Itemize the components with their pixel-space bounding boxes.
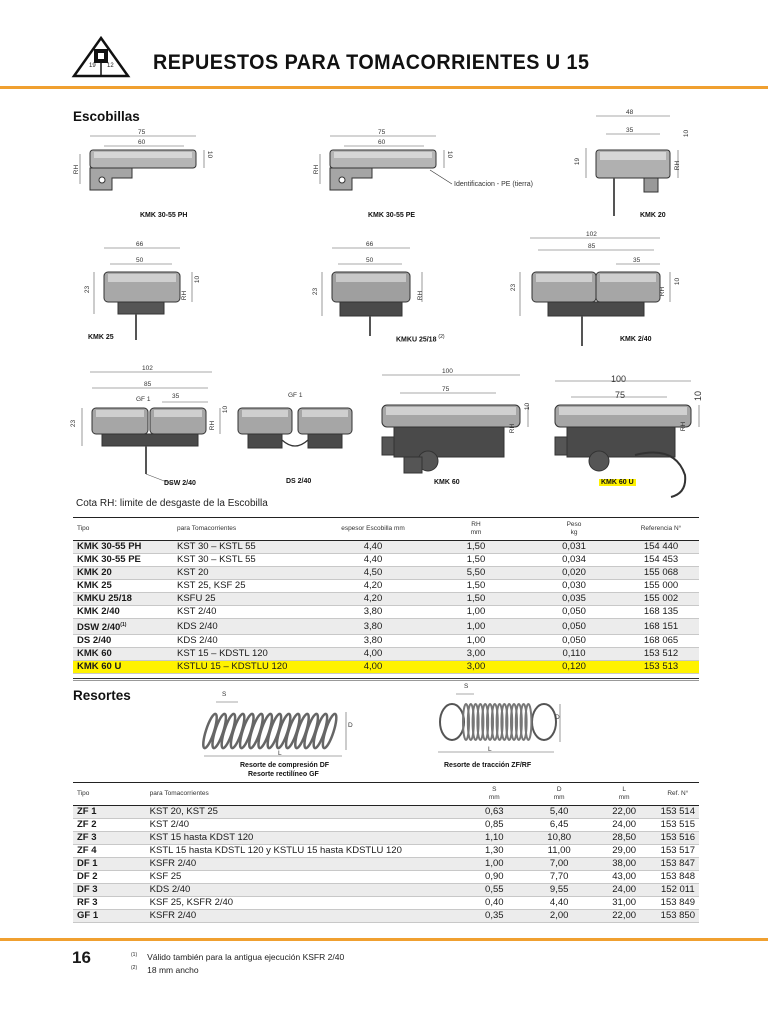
table-cell: 154 453 [623, 554, 699, 567]
spring-coil [228, 713, 247, 750]
table-cell: 4,40 [527, 897, 592, 910]
table-cell: KMK 20 [73, 567, 173, 580]
table-cell: 43,00 [592, 871, 657, 884]
col-l: L mm [592, 783, 657, 806]
table-row [73, 541, 699, 554]
dim-rh: RH [659, 286, 667, 297]
table-cell: KST 20, KST 25 [146, 806, 462, 819]
table-cell: RF 3 [73, 897, 146, 910]
dim-10: 10 [222, 405, 230, 414]
table-cell: KDS 2/40 [146, 884, 462, 897]
dim-23: 23 [84, 285, 92, 294]
dim-rh: RH [509, 423, 517, 434]
dim-10: 10 [693, 390, 704, 402]
table-cell: 3,80 [319, 635, 427, 648]
table-row [73, 567, 699, 580]
table-cell: KSF 25 [146, 871, 462, 884]
table-cell: 0,050 [525, 606, 623, 619]
col-tomacorrientes: para Tomacorrientes [173, 518, 319, 541]
footnote-2: $^{(2)}$ 18 mm ancho [131, 965, 199, 975]
table-cell: 155 000 [623, 580, 699, 593]
figure-ds240 [232, 380, 362, 490]
col-d: D mm [527, 783, 592, 806]
table-cell: 153 512 [623, 648, 699, 661]
spring-coil [320, 713, 339, 750]
table-cell: KMK 2/40 [73, 606, 173, 619]
col-espesor: espesor Escobilla mm [319, 518, 427, 541]
table-cell: 1,00 [427, 619, 525, 635]
figure-label: KMK 30-55 PH [140, 212, 188, 219]
resortes-table [73, 782, 699, 923]
table-cell: 4,40 [319, 541, 427, 554]
rh-caption: Cota RH: limite de desgaste de la Escobilla [76, 498, 268, 509]
dim-10: 10 [674, 277, 682, 286]
table-row [73, 910, 699, 923]
dim-rh: RH [417, 290, 425, 301]
dim-10: 10 [206, 150, 214, 159]
table-cell: 155 068 [623, 567, 699, 580]
table-cell: 1,50 [427, 554, 525, 567]
table-cell: 0,90 [462, 871, 527, 884]
spring-coil [283, 713, 302, 750]
dim-66: 66 [366, 241, 374, 248]
gf1-marker: GF 1 [288, 392, 303, 399]
spring-coil [256, 713, 275, 750]
table-header [73, 518, 699, 541]
gf1-marker: GF 1 [136, 396, 151, 403]
table-cell: KST 30 – KSTL 55 [173, 541, 319, 554]
figure-dsw240 [72, 362, 232, 492]
dim-rh: RH [313, 164, 321, 175]
col-peso: Peso kg [525, 518, 623, 541]
table-row [73, 832, 699, 845]
table-cell: 4,40 [319, 554, 427, 567]
table-cell: 153 849 [657, 897, 699, 910]
table-cell: 24,00 [592, 819, 657, 832]
table-cell: 1,50 [427, 541, 525, 554]
table-cell: 153 516 [657, 832, 699, 845]
table-cell: 153 517 [657, 845, 699, 858]
dim-l: L [278, 750, 282, 757]
table-cell: 24,00 [592, 884, 657, 897]
figure-label: KMK 25 [88, 334, 114, 341]
table-cell: KDS 2/40 [173, 635, 319, 648]
table-cell: KST 15 hasta KDST 120 [146, 832, 462, 845]
table-cell: 2,00 [527, 910, 592, 923]
col-s: S mm [462, 783, 527, 806]
dim-75: 75 [442, 386, 450, 393]
dim-d: D [348, 722, 353, 729]
table-cell: 22,00 [592, 806, 657, 819]
table-cell: KST 2/40 [173, 606, 319, 619]
col-referencia: Referencia N° [623, 518, 699, 541]
table-cell: 0,031 [525, 541, 623, 554]
dim-23: 23 [510, 283, 518, 292]
dim-60: 60 [138, 139, 146, 146]
figure-label: DSW 2/40 [164, 480, 196, 487]
footer-divider [0, 938, 768, 941]
table-cell: 22,00 [592, 910, 657, 923]
table-cell: 168 151 [623, 619, 699, 635]
figure-kmk240 [508, 228, 698, 353]
table-cell: KST 20 [173, 567, 319, 580]
dim-100: 100 [611, 374, 627, 384]
dim-35: 35 [626, 127, 634, 134]
table-cell: 5,50 [427, 567, 525, 580]
table-cell: 1,00 [427, 635, 525, 648]
table-cell: 28,50 [592, 832, 657, 845]
table-cell: 7,70 [527, 871, 592, 884]
figure-traction-spring [428, 682, 578, 777]
table-cell: 1,30 [462, 845, 527, 858]
figure-label: KMK 60 [434, 479, 460, 486]
dim-s: S [222, 691, 227, 698]
col-tipo: Tipo [73, 518, 173, 541]
table-row [73, 580, 699, 593]
table-cell: KMK 30-55 PH [73, 541, 173, 554]
dim-s: S [464, 683, 469, 690]
table-cell: 9,55 [527, 884, 592, 897]
dim-rh: RH [73, 164, 81, 175]
table-cell: KMK 60 [73, 648, 173, 661]
table-cell: 3,00 [427, 661, 525, 674]
spring-coil [311, 713, 330, 750]
table-cell: 0,63 [462, 806, 527, 819]
header-divider [0, 86, 768, 89]
table-cell: 0,035 [525, 593, 623, 606]
col-ref: Ref. N° [657, 783, 699, 806]
table-cell: 31,00 [592, 897, 657, 910]
table-row [73, 648, 699, 661]
page-number: 16 [72, 948, 91, 967]
table-cell: KSFU 25 [173, 593, 319, 606]
table-cell: 152 011 [657, 884, 699, 897]
table-cell: ZF 1 [73, 806, 146, 819]
dim-75: 75 [378, 129, 386, 136]
table-cell: KST 2/40 [146, 819, 462, 832]
dim-rh: RH [181, 290, 189, 301]
table-cell: 153 848 [657, 871, 699, 884]
dim-10: 10 [194, 275, 202, 284]
dim-10: 10 [683, 129, 691, 138]
table-cell: KMK 25 [73, 580, 173, 593]
spring-coil [210, 713, 229, 750]
table-cell: 0,034 [525, 554, 623, 567]
dim-23: 23 [312, 287, 320, 296]
spring-coil [201, 713, 220, 750]
pe-identification-note: Identificacion - PE (tierra) [454, 181, 533, 188]
figure-compression-spring [196, 688, 386, 783]
dim-rh: RH [209, 420, 217, 431]
col-rh: RH mm [427, 518, 525, 541]
spring-coil [293, 713, 312, 750]
table-cell: 10,80 [527, 832, 592, 845]
table-cell: KST 15 – KDSTL 120 [173, 648, 319, 661]
table-cell: KMKU 25/18 [73, 593, 173, 606]
table-cell: DF 1 [73, 858, 146, 871]
table-cell: KSTLU 15 – KDSTLU 120 [173, 661, 319, 674]
dim-48: 48 [626, 109, 634, 116]
table-cell: 0,40 [462, 897, 527, 910]
figure-kmk25 [84, 236, 214, 346]
table-row [73, 593, 699, 606]
table-row [73, 661, 699, 674]
dim-75: 75 [615, 390, 626, 400]
escobillas-title: Escobillas [73, 109, 140, 124]
spring-coil [265, 713, 284, 750]
logo-year-right: 12 [107, 63, 114, 69]
table-cell: KSFR 2/40 [146, 910, 462, 923]
dim-102: 102 [142, 365, 153, 372]
figure-kmk60u [545, 365, 705, 500]
table-cell: 38,00 [592, 858, 657, 871]
table-cell: 1,50 [427, 580, 525, 593]
table-cell: KMK 30-55 PE [73, 554, 173, 567]
table-cell: 5,40 [527, 806, 592, 819]
table-cell: KSTL 15 hasta KDSTL 120 y KSTLU 15 hasta KDSTLU 120 [146, 845, 462, 858]
table-row [73, 606, 699, 619]
table-header [73, 783, 699, 806]
spring-coil [219, 713, 238, 750]
resortes-title: Resortes [73, 688, 131, 703]
dim-d: D [555, 714, 560, 721]
table-cell: KDS 2/40 [173, 619, 319, 635]
table-cell: 4,50 [319, 567, 427, 580]
table-cell: KMK 60 U [73, 661, 173, 674]
table-cell: 11,00 [527, 845, 592, 858]
table-row [73, 897, 699, 910]
dim-85: 85 [144, 381, 152, 388]
table-cell: 0,85 [462, 819, 527, 832]
compression-caption-2: Resorte rectilíneo GF [248, 771, 319, 778]
table-cell: 3,80 [319, 606, 427, 619]
table-cell: 4,00 [319, 648, 427, 661]
figure-label: KMK 2/40 [620, 336, 652, 343]
table-cell: 29,00 [592, 845, 657, 858]
dim-35: 35 [633, 257, 641, 264]
table-cell: 0,050 [525, 619, 623, 635]
logo [72, 36, 130, 78]
table-cell: ZF 2 [73, 819, 146, 832]
dim-35: 35 [172, 393, 180, 400]
dim-l: L [488, 746, 492, 753]
figure-kmk20 [570, 108, 700, 223]
table-cell: KST 25, KSF 25 [173, 580, 319, 593]
table-cell: 0,030 [525, 580, 623, 593]
spring-coil [274, 713, 293, 750]
col-tomacorrientes: para Tomacorrientes [146, 783, 462, 806]
dim-66: 66 [136, 241, 144, 248]
table-cell: GF 1 [73, 910, 146, 923]
table-cell: 7,00 [527, 858, 592, 871]
spring-coil [302, 713, 321, 750]
figure-label: KMK 30-55 PE [368, 212, 416, 219]
table-cell: 4,20 [319, 580, 427, 593]
table-cell: 4,00 [319, 661, 427, 674]
figure-label: DS 2/40 [286, 478, 312, 485]
section-divider [73, 680, 699, 681]
dim-10: 10 [524, 402, 532, 411]
table-cell: 1,00 [462, 858, 527, 871]
figure-kmku2518 [310, 236, 445, 346]
table-row [73, 884, 699, 897]
table-cell: 1,10 [462, 832, 527, 845]
table-cell: 153 513 [623, 661, 699, 674]
table-cell: 154 440 [623, 541, 699, 554]
spring-coil [525, 704, 531, 740]
dim-50: 50 [136, 257, 144, 264]
dim-10: 10 [446, 150, 454, 159]
table-cell: 3,80 [319, 619, 427, 635]
table-cell: 1,50 [427, 593, 525, 606]
table-row [73, 806, 699, 819]
dim-102: 102 [586, 231, 597, 238]
table-cell: 0,55 [462, 884, 527, 897]
compression-caption-1: Resorte de compresión DF [240, 762, 330, 769]
footnote-mark: (1) [120, 622, 127, 628]
table-cell: 4,20 [319, 593, 427, 606]
dim-rh: RH [680, 421, 688, 432]
figure-label: KMK 20 [640, 212, 666, 219]
table-cell: 153 514 [657, 806, 699, 819]
table-row [73, 845, 699, 858]
table-cell: 1,00 [427, 606, 525, 619]
figure-kmk60 [370, 365, 540, 490]
dim-100: 100 [442, 368, 453, 375]
table-cell: ZF 3 [73, 832, 146, 845]
table-row [73, 635, 699, 648]
dim-50: 50 [366, 257, 374, 264]
dim-rh: RH [674, 160, 682, 171]
table-row [73, 871, 699, 884]
table-row [73, 619, 699, 635]
figure-label: KMKU 25/18 $^{(2)}$ [396, 334, 445, 344]
table-cell: 0,110 [525, 648, 623, 661]
table-cell: KSFR 2/40 [146, 858, 462, 871]
table-cell: 0,050 [525, 635, 623, 648]
dim-60: 60 [378, 139, 386, 146]
table1-bottom-rule [73, 678, 699, 679]
table-row [73, 819, 699, 832]
footnote-mark: (2) [438, 334, 445, 340]
dim-75: 75 [138, 129, 146, 136]
table-cell: 168 135 [623, 606, 699, 619]
spring-coil [237, 713, 256, 750]
table-cell: DSW 2/40$^{(1)}$ [73, 619, 173, 635]
escobillas-table [73, 517, 699, 674]
traction-caption: Resorte de tracción ZF/RF [444, 762, 532, 769]
col-tipo: Tipo [73, 783, 146, 806]
figure-kmk3055pe [312, 128, 552, 223]
table-cell: KST 30 – KSTL 55 [173, 554, 319, 567]
logo-year-left: 19 [89, 63, 96, 69]
table-cell: 0,120 [525, 661, 623, 674]
table-cell: 0,35 [462, 910, 527, 923]
table-cell: 153 515 [657, 819, 699, 832]
table-cell: 0,020 [525, 567, 623, 580]
table-cell: DF 2 [73, 871, 146, 884]
table-cell: 6,45 [527, 819, 592, 832]
page-title: REPUESTOS PARA TOMACORRIENTES U 15 [153, 51, 590, 74]
table-cell: 153 850 [657, 910, 699, 923]
table-cell: DS 2/40 [73, 635, 173, 648]
footnote-1: $^{(1)}$ Válido también para la antigua ejecución KSFR 2/40 [131, 952, 345, 962]
table-cell: 153 847 [657, 858, 699, 871]
dim-85: 85 [588, 243, 596, 250]
figure-kmk3055ph [72, 128, 222, 223]
table-cell: DF 3 [73, 884, 146, 897]
table-cell: 3,00 [427, 648, 525, 661]
table-row [73, 858, 699, 871]
table-cell: 155 002 [623, 593, 699, 606]
table-cell: ZF 4 [73, 845, 146, 858]
table-row [73, 554, 699, 567]
table-cell: 168 065 [623, 635, 699, 648]
table-cell: KSF 25, KSFR 2/40 [146, 897, 462, 910]
dim-19: 19 [574, 157, 582, 166]
dim-23: 23 [70, 419, 78, 428]
figure-label-highlighted: KMK 60 U [601, 479, 634, 486]
spring-coil [247, 713, 266, 750]
